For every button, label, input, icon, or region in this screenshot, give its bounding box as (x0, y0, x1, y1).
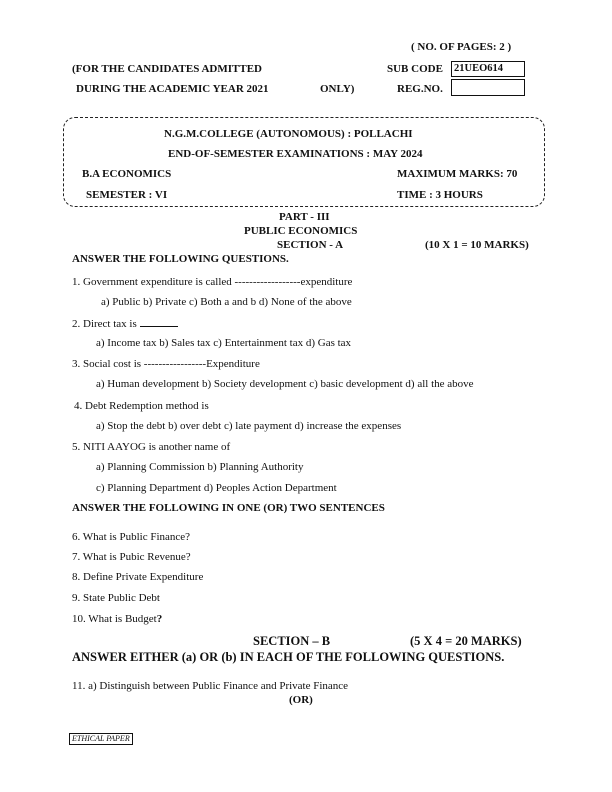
section-a-title: SECTION - A (277, 239, 344, 251)
question-6: 6. What is Public Finance? (72, 531, 191, 543)
reg-no-box (451, 79, 525, 96)
footer-label: ETHICAL PAPER (69, 733, 133, 745)
question-10-mark: ? (156, 613, 163, 625)
sub-code-label: SUB CODE (387, 63, 443, 75)
max-marks: MAXIMUM MARKS: 70 (397, 168, 518, 180)
question-2-options: a) Income tax b) Sales tax c) Entertainment tax d) Gas tax (96, 337, 352, 349)
question-5: 5. NITI AAYOG is another name of (72, 441, 231, 453)
part-title: PART - III (279, 211, 330, 223)
question-10-text: 10. What is Budget (72, 613, 157, 625)
question-10 (72, 613, 162, 625)
question-11a: 11. a) Distinguish between Public Finance and Private Finance (72, 680, 349, 692)
question-9: 9. State Public Debt (72, 592, 160, 604)
candidates-line-1: (FOR THE CANDIDATES ADMITTED (72, 63, 262, 75)
section-a-instruction: ANSWER THE FOLLOWING QUESTIONS. (72, 253, 289, 265)
question-5-options-1: a) Planning Commission b) Planning Authority (96, 461, 304, 473)
section-a-marks: (10 X 1 = 10 MARKS) (425, 239, 529, 251)
only-label: ONLY) (320, 83, 355, 95)
question-1-options: a) Public b) Private c) Both a and b d) None of the above (101, 296, 352, 308)
semester: SEMESTER : VI (86, 189, 168, 201)
question-8: 8. Define Private Expenditure (72, 571, 204, 583)
subject-title: PUBLIC ECONOMICS (244, 225, 358, 237)
answer-blank (140, 317, 178, 327)
question-4-options: a) Stop the debt b) over debt c) late payment d) increase the expenses (96, 420, 402, 432)
question-4: 4. Debt Redemption method is (74, 400, 209, 412)
exam-title: END-OF-SEMESTER EXAMINATIONS : MAY 2024 (168, 148, 423, 160)
sentence-instruction: ANSWER THE FOLLOWING IN ONE (OR) TWO SENTENCES (72, 502, 385, 514)
page-count: ( NO. OF PAGES: 2 ) (411, 41, 512, 53)
question-2 (72, 317, 178, 330)
or-label: (OR) (289, 694, 313, 706)
section-b-marks: (5 X 4 = 20 MARKS) (410, 634, 522, 648)
reg-no-label: REG.NO. (397, 83, 443, 95)
question-5-options-2: c) Planning Department d) Peoples Action Department (96, 482, 337, 494)
candidates-line-2: DURING THE ACADEMIC YEAR 2021 (76, 83, 269, 95)
section-b-title: SECTION – B (253, 634, 331, 648)
question-7: 7. What is Pubic Revenue? (72, 551, 191, 563)
section-b-instruction: ANSWER EITHER (a) OR (b) IN EACH OF THE FOLLOWING QUESTIONS. (72, 650, 505, 664)
question-3: 3. Social cost is -----------------Expenditure (72, 358, 260, 370)
question-1: 1. Government expenditure is called ------------------expenditure (72, 276, 353, 288)
question-3-options: a) Human development b) Society development c) basic development d) all the above (96, 378, 474, 390)
sub-code-box (451, 61, 525, 77)
course-name: B.A ECONOMICS (82, 168, 172, 180)
question-2-text: 2. Direct tax is (72, 318, 137, 330)
college-name: N.G.M.COLLEGE (AUTONOMOUS) : POLLACHI (164, 128, 413, 140)
exam-time: TIME : 3 HOURS (397, 189, 483, 201)
sub-code-value: 21UEO614 (454, 63, 504, 74)
